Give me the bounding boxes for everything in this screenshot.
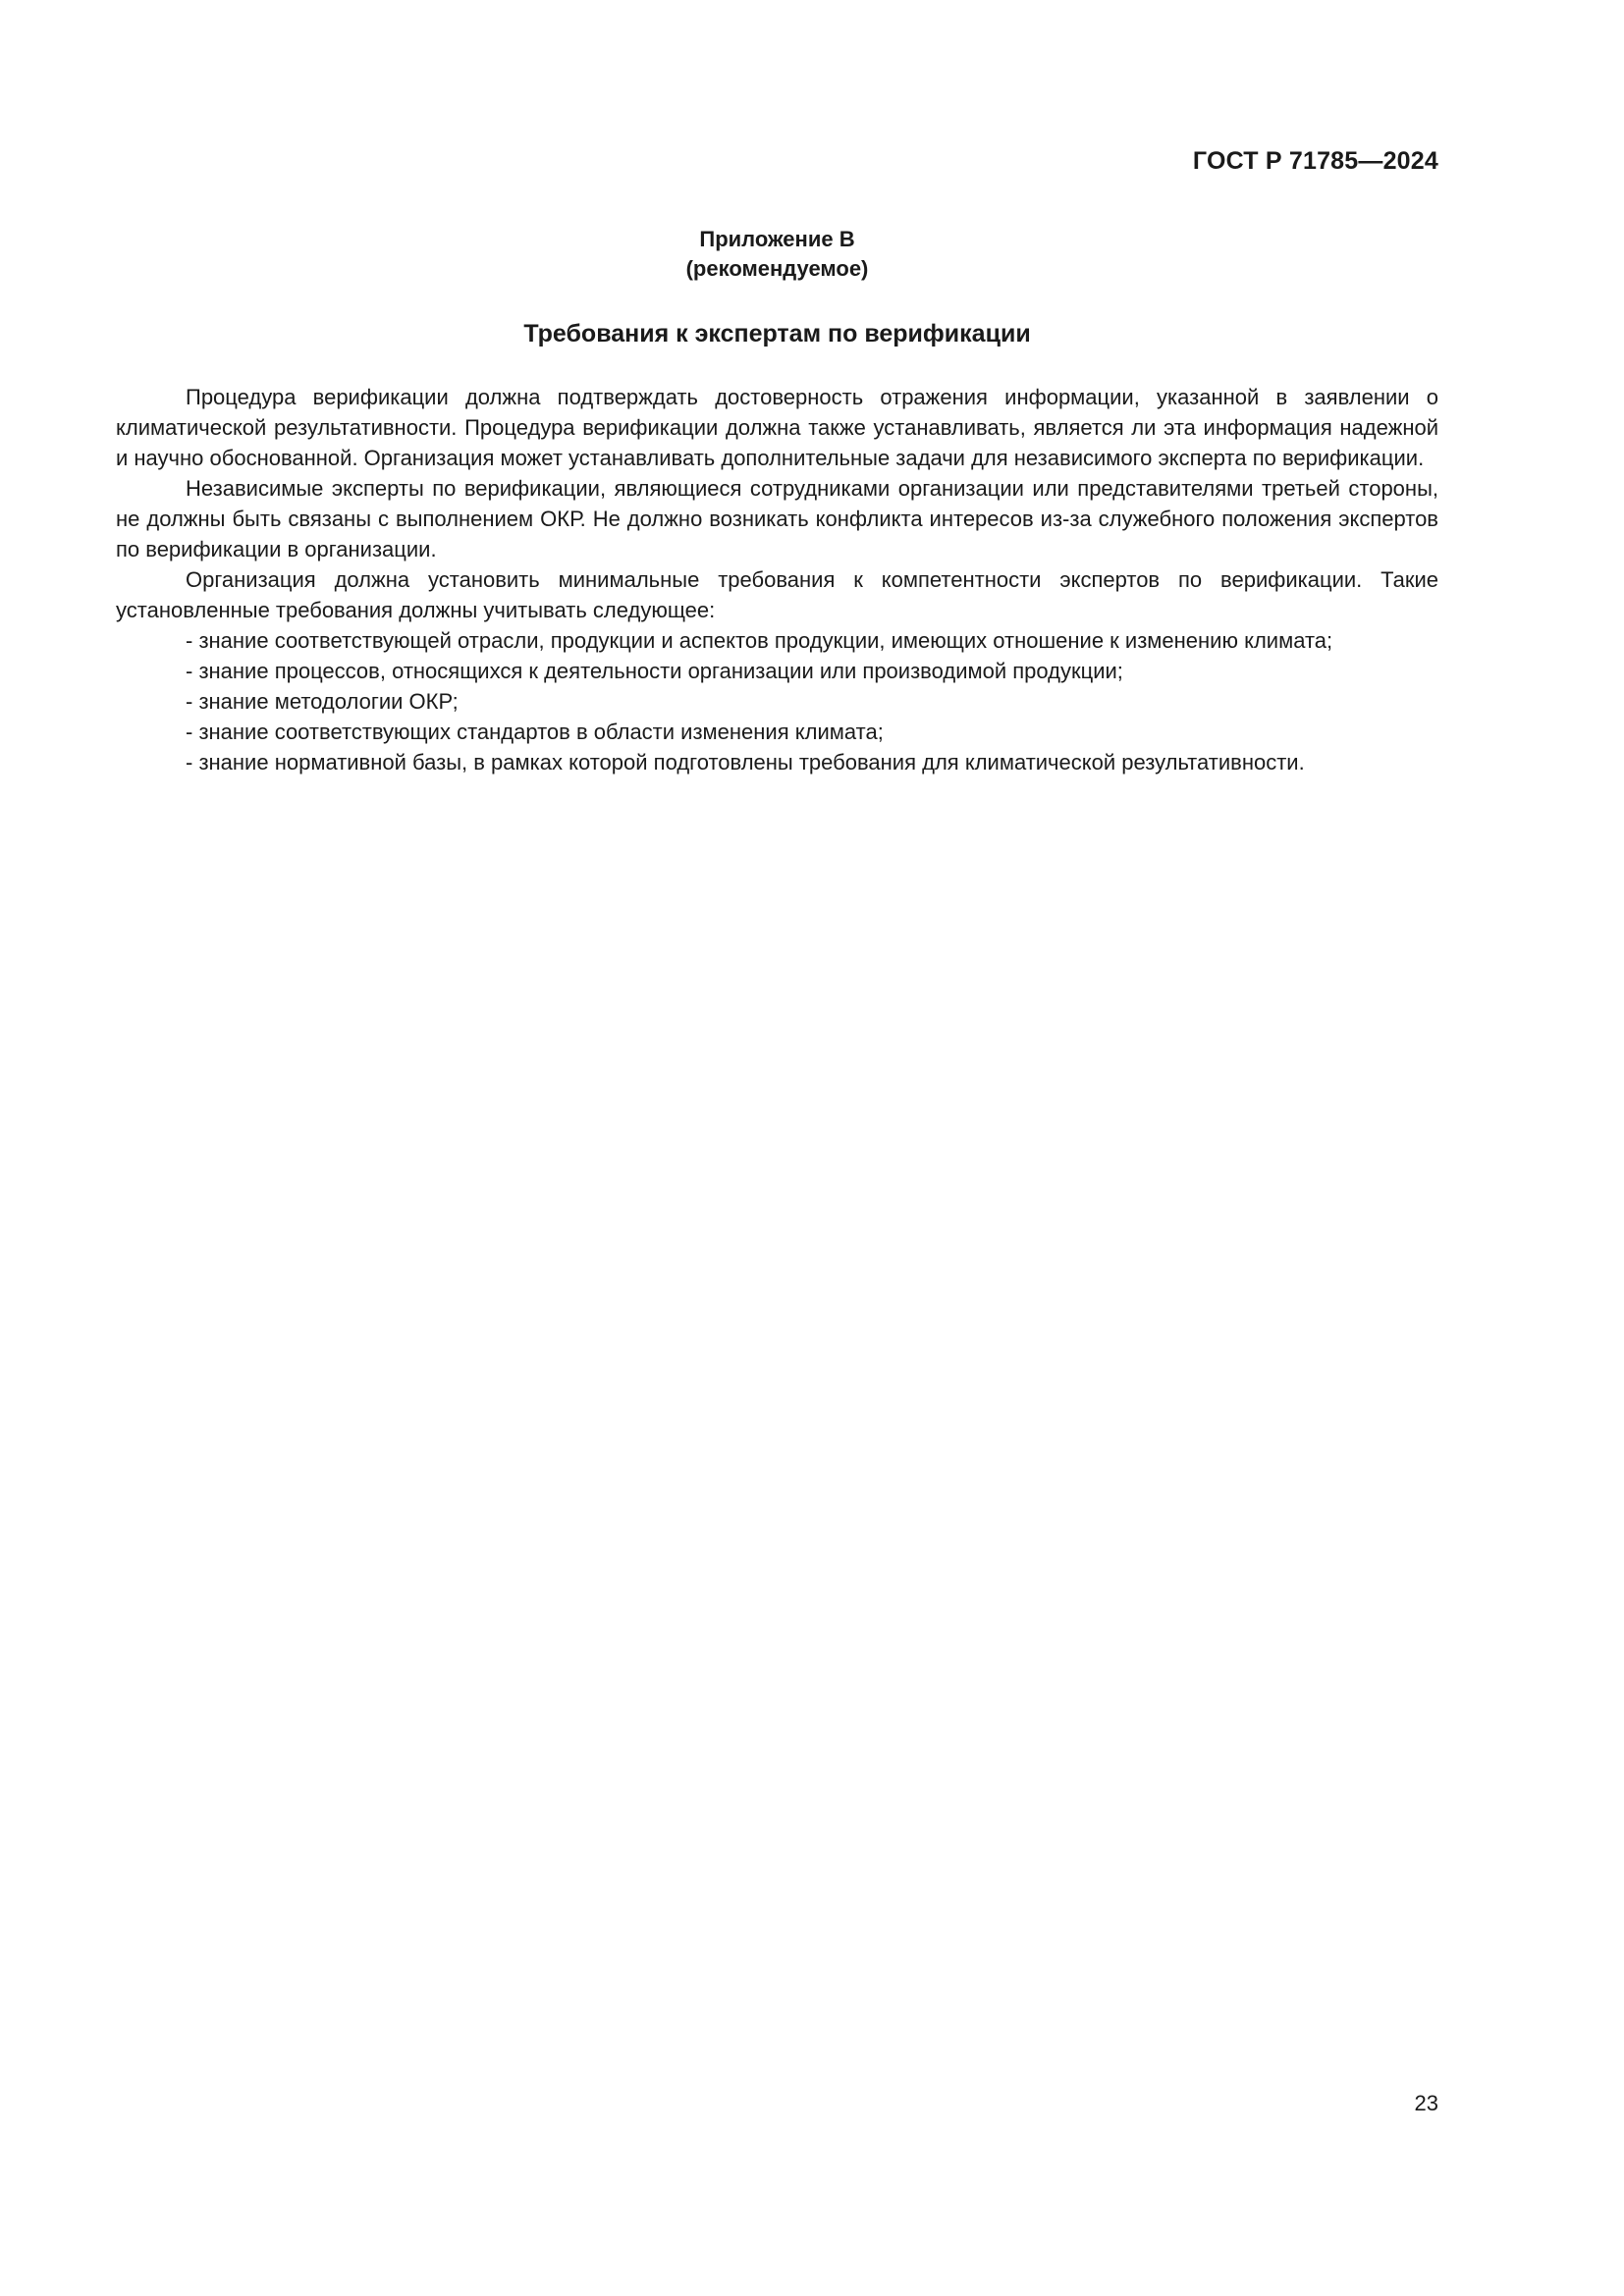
list-item-regulatory-knowledge: - знание нормативной базы, в рамках которой подготовлены требования для климатической результативности. xyxy=(186,750,1305,774)
list-item-industry-knowledge: - знание соответствующей отрасли, продукции и аспектов продукции, имеющих отношение к изменению климата; xyxy=(186,628,1333,653)
annex-heading xyxy=(116,225,1438,284)
annex-body xyxy=(116,382,1438,777)
list-item-methodology-knowledge: - знание методологии ОКР; xyxy=(186,689,459,714)
paragraph-independent-experts: Независимые эксперты по верификации, являющиеся сотрудниками организации или представителями третьей стороны, не должны быть связаны с выполнением ОКР. Не должно возникать конфликта интересов из-за служебного положения экспертов по верификации в организации. xyxy=(116,476,1438,561)
page-number: 23 xyxy=(1414,2091,1438,2115)
annex-label: Приложение В xyxy=(699,227,855,251)
list-item-process-knowledge: - знание процессов, относящихся к деятельности организации или производимой продукции; xyxy=(186,659,1123,683)
document-code: ГОСТ Р 71785—2024 xyxy=(1192,147,1438,175)
annex-status: (рекомендуемое) xyxy=(685,256,869,281)
list-item-standards-knowledge: - знание соответствующих стандартов в области изменения климата; xyxy=(186,720,884,744)
paragraph-competence-requirements: Организация должна установить минимальные требования к компетентности экспертов по верификации. Такие установленные требования должны учитывать следующее: xyxy=(116,567,1438,622)
paragraph-verification-procedure: Процедура верификации должна подтверждать достоверность отражения информации, указанной в заявлении о климатической результативности. Процедура верификации должна также устанавливать, является ли эта информация надежной и научно обоснованной. Организация может устанавливать дополнительные задачи для независимого эксперта по верификации. xyxy=(116,385,1438,470)
annex-title: Требования к экспертам по верификации xyxy=(523,320,1031,347)
